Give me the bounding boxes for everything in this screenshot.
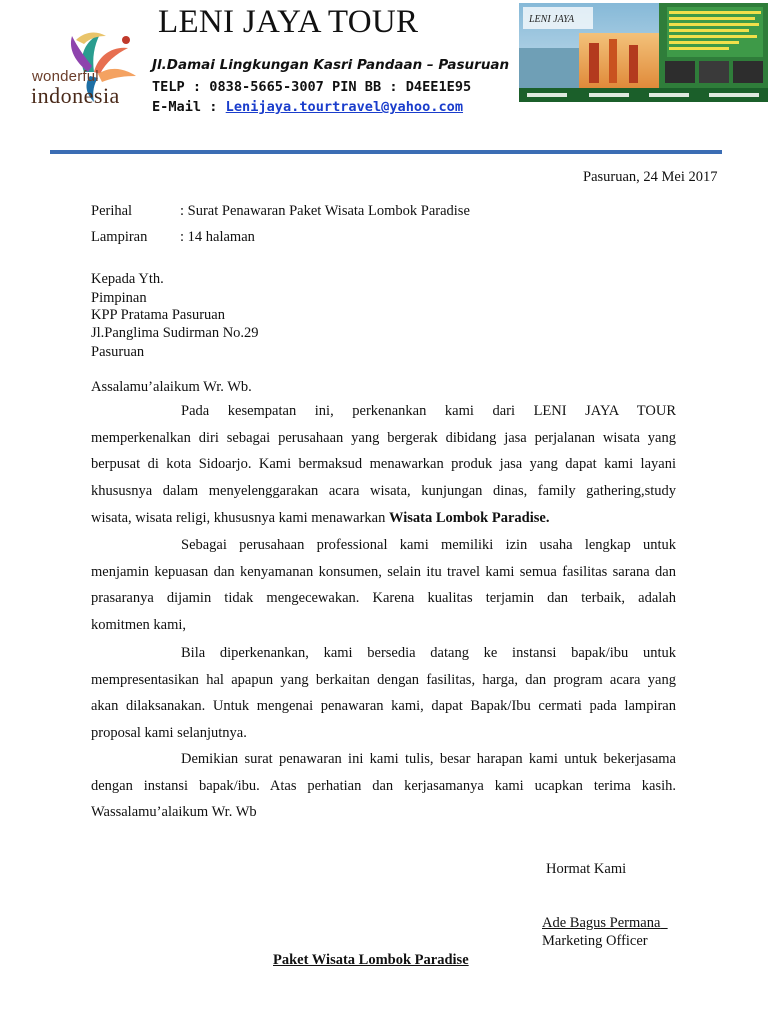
paragraph-3 [91, 640, 676, 747]
closing: Hormat Kami [546, 861, 627, 877]
company-phone: TELP : 0838-5665-3007 PIN BB : D4EE1E95 [152, 79, 472, 95]
section-title [273, 951, 469, 969]
greeting: Assalamu’alaikum Wr. Wb. [91, 379, 252, 395]
promo-banner-image-icon [519, 3, 768, 102]
recipient-line: Pasuruan [91, 344, 145, 360]
recipient-line: KPP Pratama Pasuruan [91, 307, 225, 323]
paragraph-line: komitmen kami, [91, 617, 187, 634]
attachment-value: : 14 halaman [180, 229, 255, 245]
paragraph-2 [91, 532, 676, 639]
paragraph-line [91, 505, 676, 532]
paragraph-line: khususnya dalam menyelenggarakan acara wisata, kunjungan dinas, family gathering,study [91, 483, 676, 500]
paragraph-line: proposal kami selanjutnya. [91, 725, 247, 742]
paragraph-line: Demikian surat penawaran ini kami tulis, besar harapan kami untuk bekerjasama [181, 751, 676, 767]
paragraph-4 [91, 746, 676, 826]
company-email-line [152, 99, 463, 115]
paragraph-line: memperkenalkan diri sebagai perusahaan yang bergerak dibidang jasa perjalanan wisata yang [91, 429, 676, 446]
signer-name [542, 914, 668, 932]
subject-value: : Surat Penawaran Paket Wisata Lombok Paradise [180, 203, 470, 219]
email-link[interactable]: Lenijaya.tourtravel@yahoo.com [225, 99, 464, 115]
paragraph-line: Bila diperkenankan, kami bersedia datang ke instansi bapak/ibu untuk [181, 645, 676, 661]
banner-brand-text: LENI JAYA [529, 14, 575, 25]
attachment-label: Lampiran [91, 229, 148, 245]
offer-highlight: Wisata Lombok Paradise. [388, 509, 550, 526]
header-divider [50, 150, 722, 154]
recipient-line: Jl.Panglima Sudirman No.29 [91, 325, 259, 341]
logo-wordmark-top: wonderful [32, 68, 99, 85]
signer-title: Marketing Officer [542, 933, 648, 949]
paragraph-line: berpusat di kota Sidoarjo. Kami bermaksud menawarkan produk jasa yang dapat kami layani [91, 456, 676, 473]
section-title-text: Paket Wisata Lombok Paradise [273, 952, 469, 968]
paragraph-line: Sebagai perusahaan professional kami memiliki izin usaha lengkap untuk [181, 537, 676, 553]
signer-name-text: Ade Bagus Permana [542, 915, 661, 931]
paragraph-line: menjamin kepuasan dan kenyamanan konsumen, selain itu travel kami semua fasilitas sarana dan [91, 563, 676, 580]
recipient-line: Pimpinan [91, 290, 147, 306]
paragraph-line-text: wisata, wisata religi, khususnya kami menawarkan [91, 509, 389, 526]
paragraph-line: Pada kesempatan ini, perkenankan kami dari LENI JAYA TOUR [181, 403, 676, 419]
paragraph-line: prasaranya dijamin tidak mengecewakan. Karena kualitas terjamin dan terbaik, adalah [91, 590, 676, 607]
email-label: E-Mail : [152, 99, 226, 115]
promo-banner [519, 3, 768, 102]
subject-label: Perihal [91, 203, 133, 219]
paragraph-line: akan dilaksanakan. Untuk mengenai penawaran kami, dapat Bapak/Ibu cermati pada lampiran [91, 698, 676, 715]
company-name: LENI JAYA TOUR [158, 4, 419, 40]
paragraph-1 [91, 398, 676, 531]
logo-wordmark-bottom: indonesia [31, 83, 120, 108]
company-address: Jl.Damai Lingkungan Kasri Pandaan – Pasuruan [152, 57, 510, 73]
letter-date: Pasuruan, 24 Mei 2017 [583, 169, 718, 185]
signer-underline-pad [660, 915, 667, 931]
paragraph-line: mempresentasikan hal apapun yang berkaitan dengan fasilitas, harga, dan program acara yang [91, 671, 676, 688]
closing-greeting: Wassalamu’alaikum Wr. Wb [91, 804, 257, 821]
recipient-line: Kepada Yth. [91, 271, 164, 287]
paragraph-line: dengan instansi bapak/ibu. Atas perhatian dan kerjasamanya kami ucapkan terima kasih. [91, 777, 676, 794]
